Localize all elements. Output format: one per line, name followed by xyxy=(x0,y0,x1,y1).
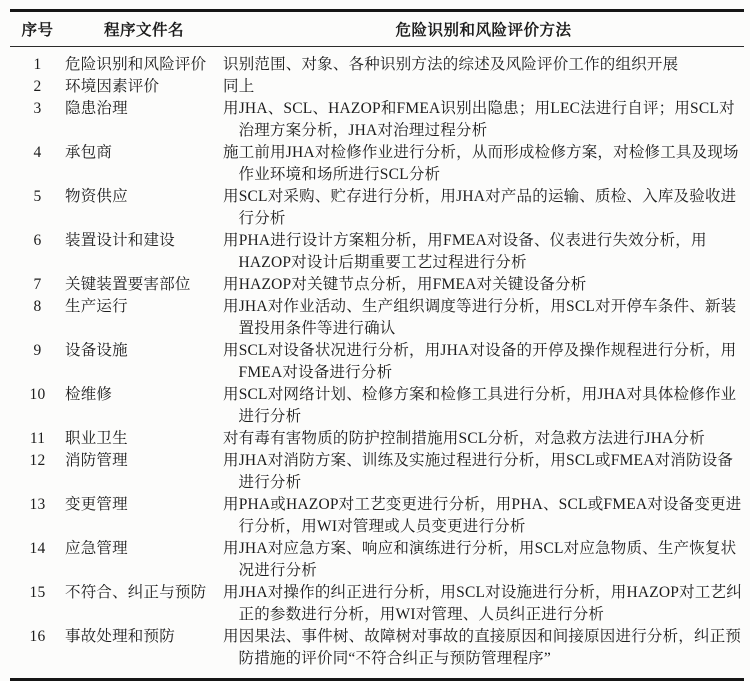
row-index: 1 xyxy=(33,56,42,73)
method-description: 对有毒有害物质的防护控制措施用SCL分析，对急救方法进行JHA分析 xyxy=(223,430,705,447)
table-row xyxy=(10,428,744,450)
header-index: 序号 xyxy=(21,22,54,39)
method-description: 用PHA或HAZOP对工艺变更进行分析，用PHA、SCL或FMEA对设备变更进行分析，用WI对管理或人员变更进行分析 xyxy=(223,496,742,535)
row-index: 11 xyxy=(29,430,46,447)
method-description: 用JHA对消防方案、训练及实施过程进行分析，用SCL或FMEA对消防设备进行分析 xyxy=(223,452,734,491)
header-program-file-name: 程序文件名 xyxy=(103,22,184,39)
program-file-name: 生产运行 xyxy=(65,298,128,315)
row-index: 14 xyxy=(29,540,46,557)
table-row xyxy=(10,54,744,76)
program-file-name: 装置设计和建设 xyxy=(65,232,175,249)
method-description: 用JHA、SCL、HAZOP和FMEA识别出隐患；用LEC法进行自评；用SCL对治理方案分析，JHA对治理过程分析 xyxy=(223,100,735,139)
method-description: 用SCL对设备状况进行分析，用JHA对设备的开停及操作规程进行分析，用FMEA对设备进行分析 xyxy=(223,342,737,381)
table-row xyxy=(10,296,744,340)
table-row xyxy=(10,494,744,538)
row-index: 9 xyxy=(33,342,42,359)
table-header-row xyxy=(10,12,744,47)
method-description: 同上 xyxy=(223,78,255,95)
program-file-name: 物资供应 xyxy=(65,188,128,205)
row-index: 5 xyxy=(33,188,42,205)
header-method: 危险识别和风险评价方法 xyxy=(395,22,572,39)
program-file-name: 承包商 xyxy=(65,144,113,161)
row-index: 15 xyxy=(29,584,46,601)
table-row xyxy=(10,142,744,186)
row-index: 6 xyxy=(33,232,42,249)
method-description: 用HAZOP对关键节点分析，用FMEA对关键设备分析 xyxy=(223,276,587,293)
method-description: 用JHA对操作的纠正进行分析，用SCL对设施进行分析，用HAZOP对工艺纠正的参数进行分析，用WI对管理、人员纠正进行分析 xyxy=(223,584,742,623)
program-file-name: 设备设施 xyxy=(65,342,128,359)
program-file-name: 应急管理 xyxy=(65,540,128,557)
method-description: 用因果法、事件树、故障树对事故的直接原因和间接原因进行分析，纠正预防措施的评价同“不符合纠正与预防管理程序” xyxy=(223,628,742,667)
row-index: 12 xyxy=(29,452,46,469)
method-description: 识别范围、对象、各种识别方法的综述及风险评价工作的组织开展 xyxy=(223,56,679,73)
method-description: 用JHA对作业活动、生产组织调度等进行分析，用SCL对开停车条件、新装置投用条件等进行确认 xyxy=(223,298,737,337)
table-row xyxy=(10,538,744,582)
program-file-name: 隐患治理 xyxy=(65,100,128,117)
method-description: 用SCL对采购、贮存进行分析，用JHA对产品的运输、质检、入库及验收进行分析 xyxy=(223,188,737,227)
program-file-name: 职业卫生 xyxy=(65,430,128,447)
program-file-name: 消防管理 xyxy=(65,452,128,469)
row-index: 10 xyxy=(29,386,46,403)
method-description: 用JHA对应急方案、响应和演练进行分析，用SCL对应急物质、生产恢复状况进行分析 xyxy=(223,540,737,579)
table-row xyxy=(10,76,744,98)
table-row xyxy=(10,340,744,384)
row-index: 4 xyxy=(33,144,42,161)
table-body xyxy=(10,47,744,678)
row-index: 16 xyxy=(29,628,46,645)
table-row xyxy=(10,450,744,494)
table-row xyxy=(10,582,744,626)
table-row xyxy=(10,98,744,142)
table-row xyxy=(10,186,744,230)
program-file-name: 变更管理 xyxy=(65,496,128,513)
program-file-name: 环境因素评价 xyxy=(65,78,160,95)
row-index: 3 xyxy=(33,100,42,117)
method-description: 施工前用JHA对检修作业进行分析，从而形成检修方案，对检修工具及现场作业环境和场所进行SCL分析 xyxy=(223,144,739,183)
table-row xyxy=(10,384,744,428)
table-row xyxy=(10,274,744,296)
method-description: 用PHA进行设计方案粗分析，用FMEA对设备、仪表进行失效分析，用HAZOP对设计后期重要工艺过程进行分析 xyxy=(223,232,707,271)
program-file-name: 检维修 xyxy=(65,386,113,403)
row-index: 2 xyxy=(33,78,42,95)
hazard-method-table xyxy=(10,9,744,681)
program-file-name: 关键装置要害部位 xyxy=(65,276,191,293)
program-file-name: 事故处理和预防 xyxy=(65,628,175,645)
table-row xyxy=(10,230,744,274)
table-row xyxy=(10,626,744,670)
row-index: 13 xyxy=(29,496,46,513)
method-description: 用SCL对网络计划、检修方案和检修工具进行分析，用JHA对具体检修作业进行分析 xyxy=(223,386,737,425)
row-index: 7 xyxy=(33,276,42,293)
row-index: 8 xyxy=(33,298,42,315)
program-file-name: 不符合、纠正与预防 xyxy=(65,584,207,601)
program-file-name: 危险识别和风险评价 xyxy=(65,56,207,73)
